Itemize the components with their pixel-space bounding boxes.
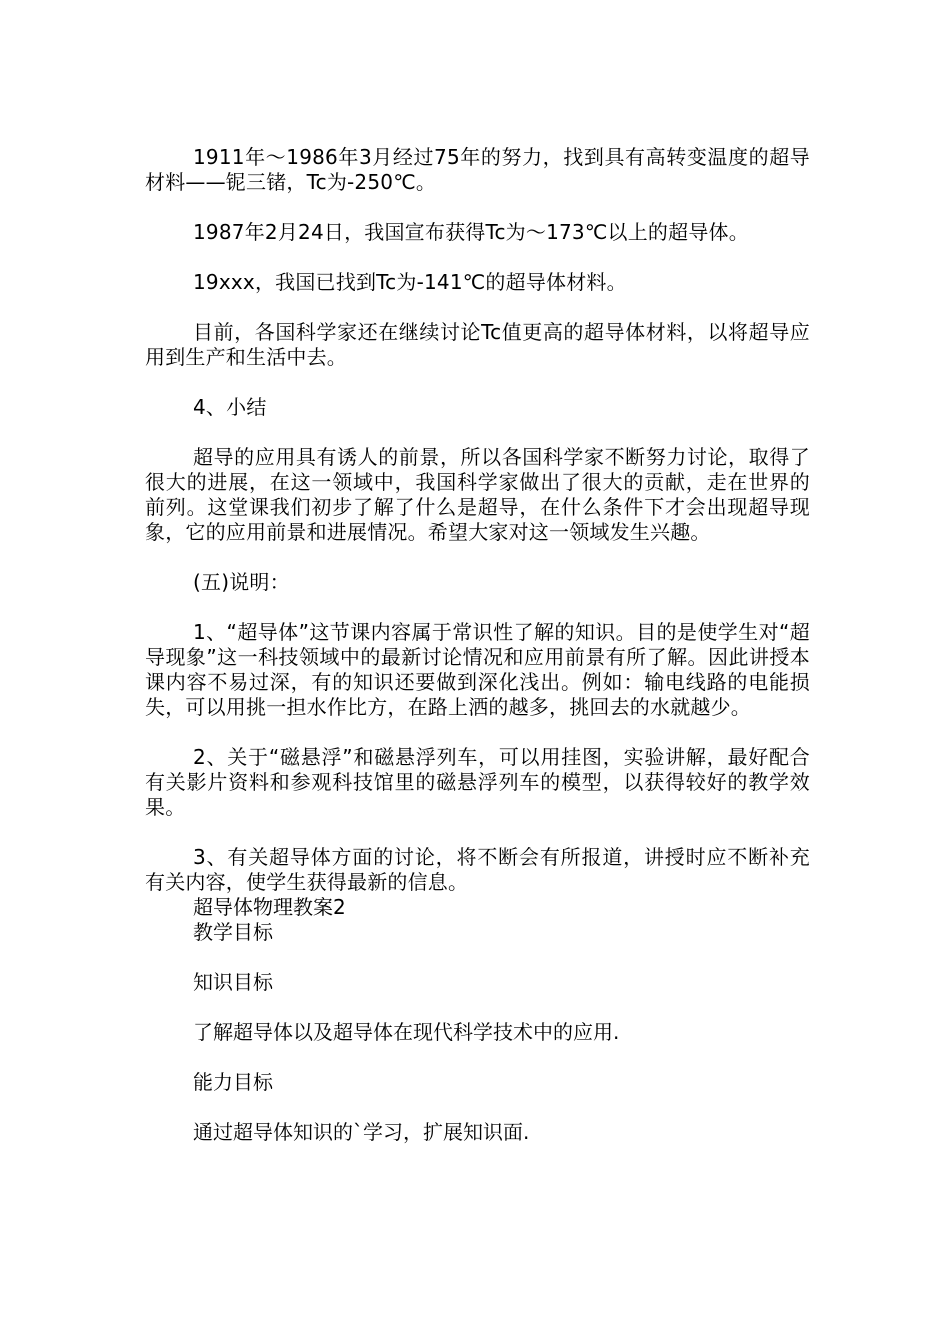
- paragraph-note-2: 2、关于“磁悬浮”和磁悬浮列车，可以用挂图，实验讲解，最好配合有关影片资料和参观科技馆里的磁悬浮列车的模型，以获得较好的教学效果。: [145, 745, 810, 819]
- heading-knowledge-goals: 知识目标: [193, 970, 273, 994]
- paragraph-ability-text: 通过超导体知识的`学习，扩展知识面.: [193, 1120, 530, 1144]
- heading-summary: 4、小结: [193, 395, 267, 419]
- paragraph-summary: 超导的应用具有诱人的前景，所以各国科学家不断努力讨论，取得了很大的进展，在这一领域中，我国科学家做出了很大的贡献，走在世界的前列。这堂课我们初步了解了什么是超导，在什么条件下才会出现超导现象，它的应用前景和进展情况。希望大家对这一领域发生兴趣。: [145, 445, 810, 544]
- paragraph-history-1911: 1911年～1986年3月经过75年的努力，找到具有高转变温度的超导材料——铌三锗，Tc为-250℃。: [145, 145, 810, 194]
- document-body: [145, 145, 810, 1145]
- heading-teaching-goals: 教学目标: [193, 920, 273, 944]
- section-title: 超导体物理教案2: [193, 895, 346, 919]
- heading-notes: (五)说明：: [193, 570, 290, 594]
- paragraph-19xxx: 19xxx，我国已找到Tc为-141℃的超导体材料。: [193, 270, 627, 294]
- paragraph-1987: 1987年2月24日，我国宣布获得Tc为～173℃以上的超导体。: [193, 220, 749, 244]
- heading-ability-goals: 能力目标: [193, 1070, 273, 1094]
- paragraph-current-research: 目前，各国科学家还在继续讨论Tc值更高的超导体材料，以将超导应用到生产和生活中去。: [145, 320, 810, 369]
- paragraph-note-1: 1、“超导体”这节课内容属于常识性了解的知识。目的是使学生对“超导现象”这一科技领域中的最新讨论情况和应用前景有所了解。因此讲授本课内容不易过深，有的知识还要做到深化浅出。例如：输电线路的电能损失，可以用挑一担水作比方，在路上洒的越多，挑回去的水就越少。: [145, 620, 810, 719]
- paragraph-knowledge-text: 了解超导体以及超导体在现代科学技术中的应用.: [193, 1020, 620, 1044]
- paragraph-note-3: 3、有关超导体方面的讨论，将不断会有所报道，讲授时应不断补充有关内容，使学生获得最新的信息。: [145, 845, 810, 894]
